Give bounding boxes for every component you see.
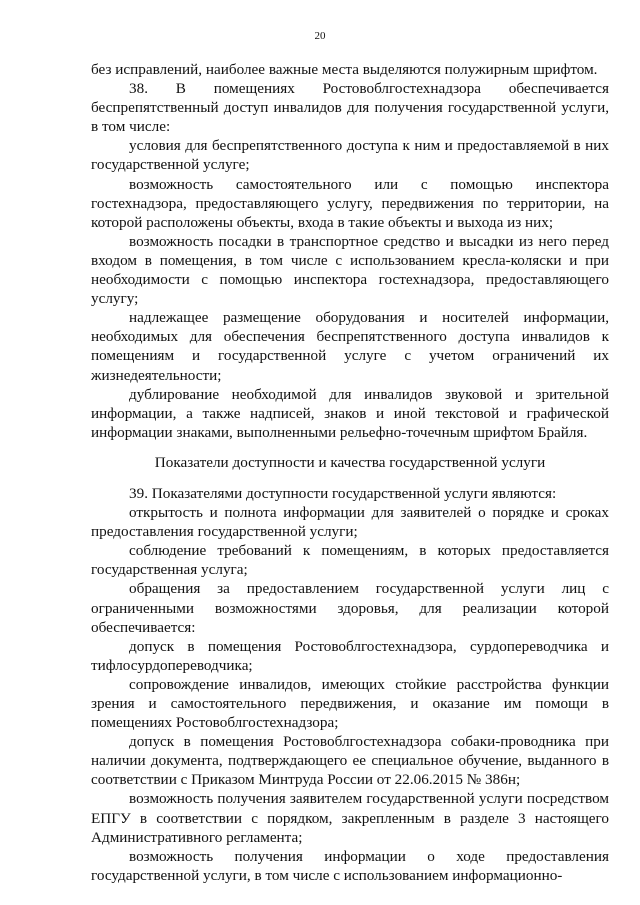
paragraph-38-intro: 38. В помещениях Ростовоблгостехнадзора обеспечивается беспрепятственный доступ инвалидов для получения государственной услуги, в том числе: bbox=[91, 80, 609, 136]
section-heading: Показатели доступности и качества государственной услуги bbox=[154, 453, 546, 471]
paragraph-equipment: надлежащее размещение оборудования и носителей информации, необходимых для обеспечения беспрепятственного доступа инвалидов к помещениям и государственной услуге с учетом ограничений их жизнедеятельности; bbox=[91, 309, 609, 384]
paragraph-continuation: без исправлений, наиболее важные места выделяются полужирным шрифтом. bbox=[91, 61, 598, 78]
paragraph-premises: соблюдение требований к помещениям, в которых предоставляется государственная услуга; bbox=[91, 542, 609, 579]
paragraph-39-intro: 39. Показателями доступности государственной услуги являются: bbox=[129, 484, 557, 502]
paragraph-guide-dog: допуск в помещения Ростовоблгостехнадзора собаки-проводника при наличии документа, подтверждающего ее специальное обучение, выданного в соответствии с Приказом Минтруда России от 22.06.2015 № 386н; bbox=[91, 733, 609, 789]
paragraph-braille: дублирование необходимой для инвалидов звуковой и зрительной информации, а также надписей, знаков и иной текстовой и графической информации знаками, выполненными рельефно-точечным шрифтом Брайля. bbox=[91, 385, 609, 441]
paragraph-openness: открытость и полнота информации для заявителей о порядке и сроках предоставления государственной услуги; bbox=[91, 504, 609, 541]
paragraph-disabled-access: обращения за предоставлением государственной услуги лиц с ограниченными возможностями здоровья, для реализации которой обеспечивается: bbox=[91, 580, 609, 636]
paragraph-transport: возможность посадки в транспортное средство и высадки из него перед входом в помещения, в том числе с использованием кресла-коляски и при необходимости с помощью инспектора гостехнадзора, предоставляющего услугу; bbox=[91, 232, 609, 308]
paragraph-interpreters: допуск в помещения Ростовоблгостехнадзора, сурдопереводчика и тифлосурдопереводчика; bbox=[91, 637, 609, 674]
paragraph-epgu: возможность получения заявителем государственной услуги посредством ЕПГУ в соответствии с порядком, закрепленным в разделе 3 настоящего Административного регламента; bbox=[91, 790, 609, 846]
paragraph-movement: возможность самостоятельного или с помощью инспектора гостехнадзора, предоставляющего услугу, передвижения по территории, на которой расположены объекты, входа в такие объекты и выхода из них; bbox=[91, 175, 609, 231]
paragraph-progress-info: возможность получения информации о ходе предоставления государственной услуги, в том числе с использованием информационно- bbox=[91, 847, 609, 884]
document-body bbox=[91, 60, 609, 885]
paragraph-access-conditions: условия для беспрепятственного доступа к ним и предоставляемой в них государственной услуге; bbox=[91, 137, 609, 174]
page-number: 20 bbox=[314, 30, 326, 42]
paragraph-escort: сопровождение инвалидов, имеющих стойкие расстройства функции зрения и самостоятельного передвижения, и оказание им помощи в помещениях Ростовоблгостехнадзора; bbox=[91, 675, 609, 732]
